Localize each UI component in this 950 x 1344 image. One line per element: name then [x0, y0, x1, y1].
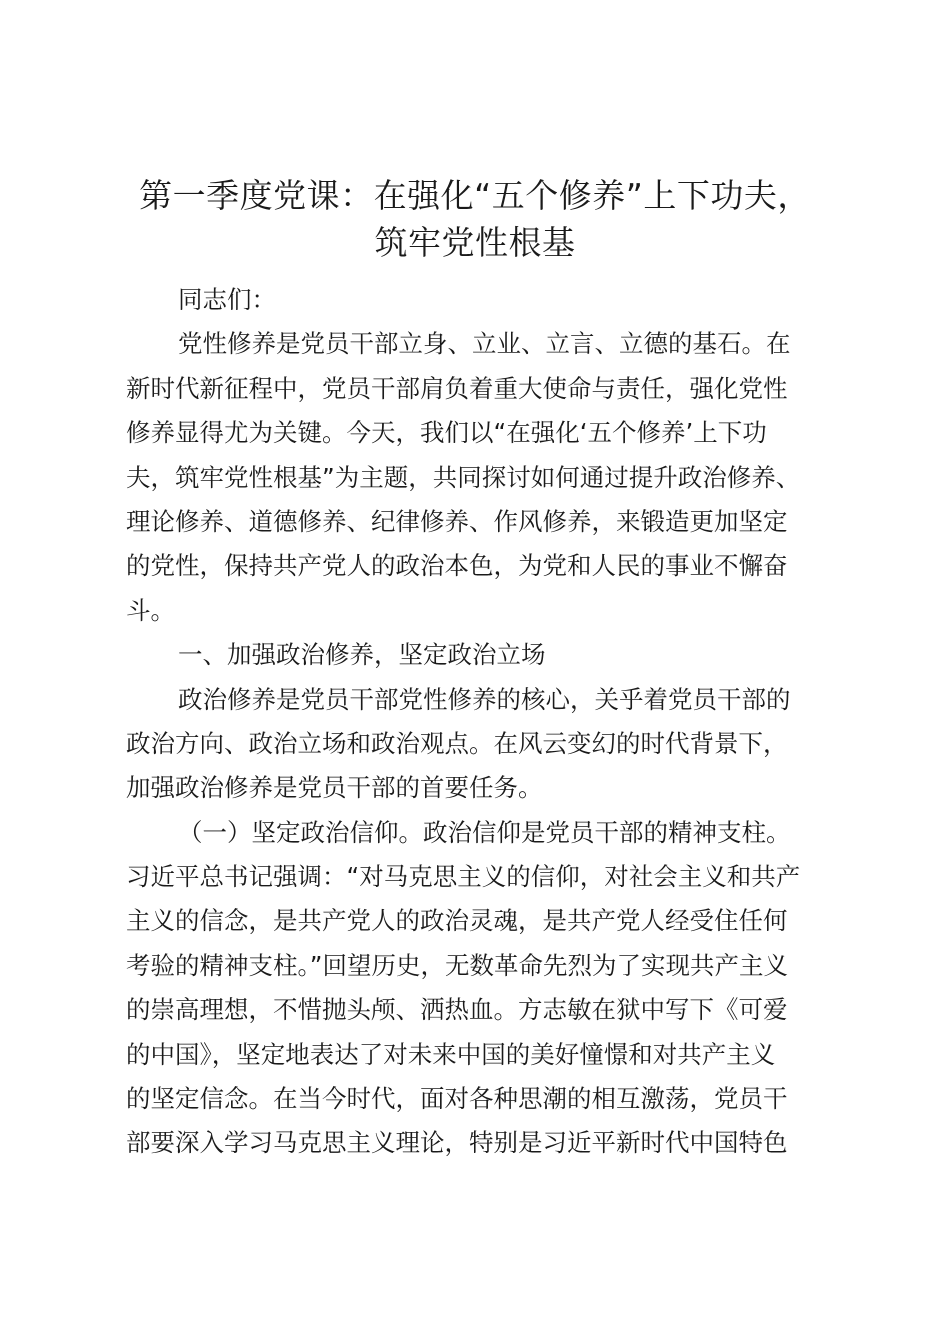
paragraph-intro	[126, 322, 846, 633]
section-heading	[126, 633, 846, 677]
paragraph-line: 的坚定信念。在当今时代，面对各种思潮的相互激荡，党员干	[126, 1084, 788, 1114]
paragraph-line: 部要深入学习马克思主义理论，特别是习近平新时代中国特色	[126, 1128, 788, 1158]
paragraph-line: 党性修养是党员干部立身、立业、立言、立德的基石。在	[178, 329, 791, 359]
paragraph-line: 加强政治修养是党员干部的首要任务。	[126, 773, 543, 803]
paragraph-line: 斗。	[126, 595, 175, 625]
paragraph-line: 的党性，保持共产党人的政治本色，为党和人民的事业不懈奋	[126, 551, 788, 581]
title-line-2: 筑牢党性根基	[374, 223, 576, 262]
salutation: 同志们：	[178, 285, 276, 314]
paragraph-line: 考验的精神支柱。”回望历史，无数革命先烈为了实现共产主义	[126, 950, 788, 980]
paragraph-political	[126, 678, 846, 811]
paragraph-line: 的崇高理想，不惜抛头颅、洒热血。方志敏在狱中写下《可爱	[126, 995, 788, 1025]
paragraph-line: 政治修养是党员干部党性修养的核心，关乎着党员干部的	[178, 684, 791, 714]
paragraph-line: （一）坚定政治信仰。政治信仰是党员干部的精神支柱。	[178, 817, 791, 847]
title-line-1: 第一季度党课：在强化“五个修养”上下功夫，	[139, 176, 811, 215]
paragraph-line: 新时代新征程中，党员干部肩负着重大使命与责任，强化党性	[126, 373, 788, 403]
paragraph-line: 的中国》，坚定地表达了对未来中国的美好憧憬和对共产主义	[126, 1039, 776, 1069]
document-title	[90, 172, 860, 266]
paragraph-line: 修养显得尤为关键。今天，我们以“在强化‘五个修养’上下功	[126, 418, 767, 448]
paragraph-line: 政治方向、政治立场和政治观点。在风云变幻的时代背景下，	[126, 728, 788, 758]
heading-line: 一、加强政治修养，坚定政治立场	[178, 640, 546, 670]
paragraph-line: 夫，筑牢党性根基”为主题，共同探讨如何通过提升政治修养、	[126, 462, 801, 492]
document-body	[126, 278, 846, 1166]
paragraph-belief	[126, 811, 846, 1166]
paragraph-line: 理论修养、道德修养、纪律修养、作风修养，来锻造更加坚定	[126, 506, 788, 536]
paragraph-line: 习近平总书记强调：“对马克思主义的信仰，对社会主义和共产	[126, 862, 801, 892]
paragraph-line: 主义的信念，是共产党人的政治灵魂，是共产党人经受住任何	[126, 906, 788, 936]
